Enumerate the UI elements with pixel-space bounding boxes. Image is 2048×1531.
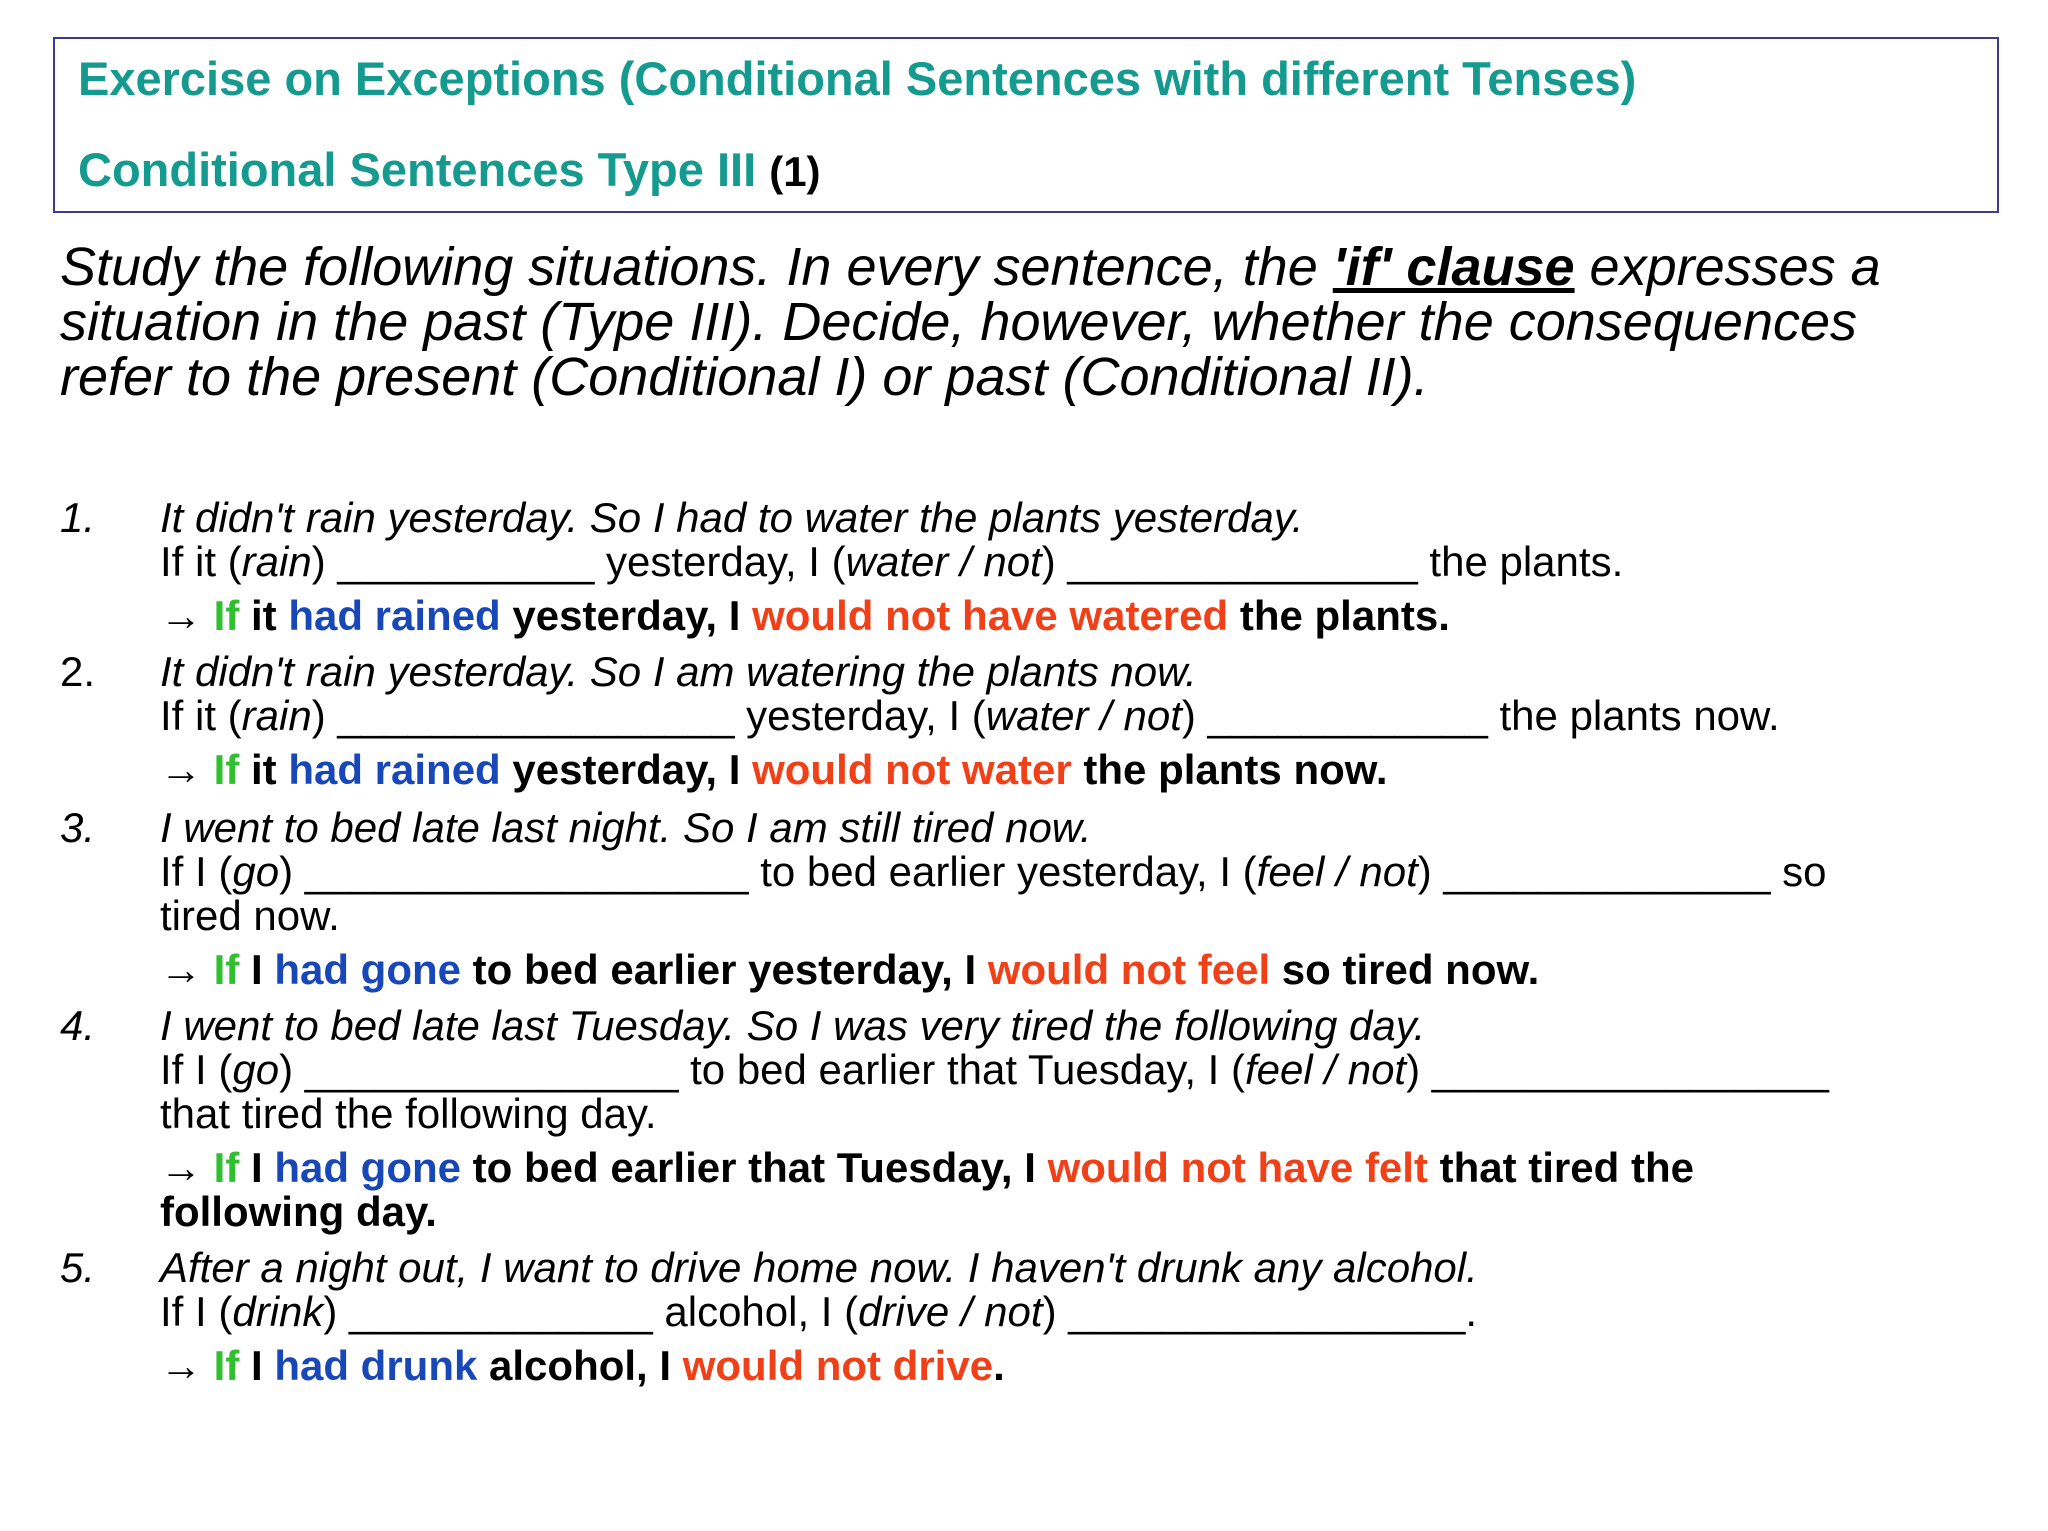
subtitle-text: Conditional Sentences Type III <box>78 143 757 196</box>
situation: I went to bed late last night. So I am still tired now. <box>160 804 1092 851</box>
instructions <box>60 237 2020 407</box>
exercise-number: 3. <box>60 804 96 851</box>
task: If I (drink) _____________ alcohol, I (drive / not) _________________. <box>160 1288 1477 1335</box>
instructions-text: expresses a <box>1574 237 1881 297</box>
situation: It didn't rain yesterday. So I am watering the plants now. <box>160 648 1197 695</box>
exercise-number: 1. <box>60 494 96 541</box>
exercise-body <box>160 496 2000 638</box>
exercise-number: 5. <box>60 1244 96 1291</box>
instructions-line-1 <box>60 237 2020 297</box>
page-title: Exercise on Exceptions (Conditional Sentences with different Tenses) <box>78 52 1637 105</box>
instructions-line-3: refer to the present (Conditional I) or past (Conditional II). <box>60 347 1429 407</box>
subtitle-number: (1) <box>769 148 821 195</box>
task: If I (go) ___________________ to bed earlier yesterday, I (feel / not) ______________ so <box>160 848 1827 895</box>
instructions-text: Study the following situations. In every sentence, the <box>60 237 1333 297</box>
answer: → If I had gone to bed earlier that Tuesday, I would not have felt that tired the <box>160 1144 1694 1191</box>
page-subtitle <box>78 142 821 197</box>
task: If I (go) ________________ to bed earlier that Tuesday, I (feel / not) _________________ <box>160 1046 1829 1093</box>
situation: It didn't rain yesterday. So I had to water the plants yesterday. <box>160 494 1304 541</box>
instructions-line-2: situation in the past (Type III). Decide, however, whether the consequences <box>60 292 1858 352</box>
situation: I went to bed late last Tuesday. So I was very tired the following day. <box>160 1002 1426 1049</box>
exercise-number: 4. <box>60 1002 96 1049</box>
answer: → If I had drunk alcohol, I would not drive. <box>160 1342 1005 1389</box>
exercise-body <box>160 806 2000 992</box>
exercise-body <box>160 1004 2000 1234</box>
task: If it (rain) ___________ yesterday, I (water / not) _______________ the plants. <box>160 538 1624 585</box>
situation: After a night out, I want to drive home now. I haven't drunk any alcohol. <box>160 1244 1478 1291</box>
task: If it (rain) _________________ yesterday, I (water / not) ____________ the plants now. <box>160 692 1780 739</box>
task-continued: tired now. <box>160 892 340 939</box>
answer-continued: following day. <box>160 1188 437 1235</box>
title-box <box>53 37 1999 213</box>
task-continued: that tired the following day. <box>160 1090 657 1137</box>
exercise-number: 2. <box>60 648 96 695</box>
answer: → If it had rained yesterday, I would not water the plants now. <box>160 746 1388 793</box>
exercise-body <box>160 650 2000 792</box>
answer: → If I had gone to bed earlier yesterday, I would not feel so tired now. <box>160 946 1540 993</box>
answer: → If it had rained yesterday, I would not have watered the plants. <box>160 592 1450 639</box>
exercise-body <box>160 1246 2000 1388</box>
if-clause-emphasis: 'if' clause <box>1332 237 1575 297</box>
